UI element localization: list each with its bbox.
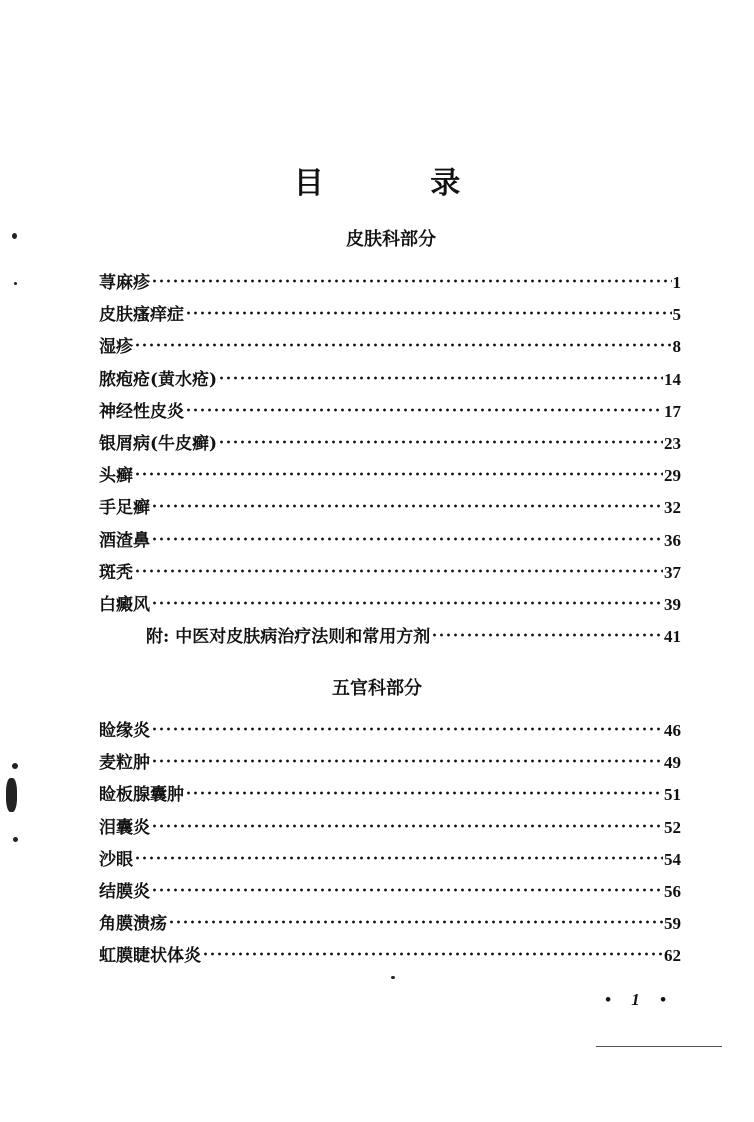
dot-leader — [151, 726, 663, 732]
toc-entry[interactable] — [99, 716, 681, 748]
page-number-footer: • 1 • — [605, 990, 674, 1009]
section-heading-ophthalmology: 五官科部分 — [332, 678, 422, 699]
toc-entry[interactable] — [99, 558, 681, 590]
toc-page-number: 1 — [672, 273, 681, 292]
toc-entry-title: 斑秃 — [99, 562, 133, 583]
toc-page-number: 23 — [664, 433, 681, 453]
scan-speck — [12, 763, 18, 769]
toc-entry[interactable] — [99, 429, 681, 461]
toc-entry[interactable] — [99, 813, 681, 845]
dot-leader — [151, 823, 663, 829]
toc-entry[interactable] — [99, 877, 681, 909]
scan-speck — [391, 976, 395, 979]
scan-speck — [12, 233, 17, 239]
dot-leader — [202, 951, 663, 957]
toc-page-number: 32 — [664, 498, 681, 518]
dot-leader — [151, 600, 663, 606]
toc-entry[interactable] — [99, 780, 681, 812]
toc-page-number: 56 — [664, 881, 681, 901]
toc-entry-appendix[interactable] — [99, 622, 681, 654]
dot-leader — [168, 919, 663, 925]
toc-entry-title: 麦粒肿 — [99, 753, 150, 774]
toc-entry[interactable] — [99, 526, 681, 558]
toc-entry[interactable] — [99, 268, 681, 300]
dot-leader — [151, 503, 663, 509]
toc-entry[interactable] — [99, 748, 681, 780]
toc-entry-title: 神经性皮炎 — [99, 401, 184, 422]
dot-leader — [185, 407, 663, 413]
page-title: 目 录 — [293, 166, 509, 201]
toc-page-number: 54 — [664, 849, 681, 869]
toc-page-number: 36 — [664, 530, 681, 550]
dot-leader — [134, 568, 663, 574]
toc-page-number: 37 — [664, 562, 681, 582]
toc-entry-title: 银屑病(牛皮癣) — [99, 433, 218, 454]
toc-page-number: 46 — [664, 721, 681, 740]
toc-entry[interactable] — [99, 300, 681, 332]
toc-entry[interactable] — [99, 941, 681, 973]
toc-page-number: 14 — [664, 369, 681, 389]
toc-entry-title: 皮肤瘙痒症 — [99, 305, 184, 326]
toc-entry[interactable] — [99, 909, 681, 941]
toc-page-number: 17 — [664, 401, 681, 421]
toc-entry[interactable] — [99, 332, 681, 364]
toc-page-number: 49 — [664, 753, 681, 773]
dot-leader — [151, 758, 663, 764]
dot-leader — [185, 310, 672, 316]
toc-entry-title: 白癜风 — [99, 594, 150, 615]
toc-page-number: 8 — [672, 337, 681, 357]
toc-list-dermatology — [99, 268, 681, 654]
dot-leader — [151, 887, 663, 893]
dot-leader — [431, 632, 663, 638]
toc-entry-title: 附: 中医对皮肤病治疗法则和常用方剂 — [146, 627, 431, 648]
toc-list-ophthalmology — [99, 716, 681, 974]
toc-entry-title: 睑板腺囊肿 — [99, 785, 184, 806]
toc-entry-title: 手足癣 — [99, 498, 150, 519]
toc-entry[interactable] — [99, 845, 681, 877]
toc-page-number: 62 — [664, 946, 681, 966]
scan-speck — [596, 1046, 722, 1047]
toc-entry[interactable] — [99, 493, 681, 525]
toc-entry-title: 虹膜睫状体炎 — [99, 946, 201, 967]
dot-leader — [151, 278, 672, 284]
toc-page-number: 5 — [672, 305, 681, 325]
toc-page-number: 29 — [664, 466, 681, 486]
dot-leader — [185, 790, 663, 796]
toc-entry-title: 沙眼 — [99, 849, 133, 870]
scan-speck — [6, 778, 17, 812]
toc-page-number: 59 — [664, 914, 681, 934]
toc-entry-title: 湿疹 — [99, 337, 133, 358]
toc-entry-title: 结膜炎 — [99, 881, 150, 902]
dot-leader — [218, 375, 663, 381]
toc-page-number: 52 — [664, 817, 681, 837]
scan-speck — [14, 282, 17, 285]
dot-leader — [151, 536, 663, 542]
scan-speck — [13, 837, 18, 842]
dot-leader — [134, 471, 663, 477]
toc-entry-title: 荨麻疹 — [99, 273, 150, 293]
toc-entry-title: 脓疱疮(黄水疮) — [99, 369, 218, 390]
dot-leader — [134, 342, 672, 348]
dot-leader — [218, 439, 663, 445]
dot-leader — [134, 855, 663, 861]
toc-entry[interactable] — [99, 461, 681, 493]
toc-entry[interactable] — [99, 397, 681, 429]
toc-entry-title: 睑缘炎 — [99, 721, 150, 741]
toc-entry-title: 头癣 — [99, 466, 133, 487]
toc-entry-title: 酒渣鼻 — [99, 530, 150, 551]
toc-entry-title: 泪囊炎 — [99, 817, 150, 838]
toc-entry-title: 角膜溃疡 — [99, 914, 167, 935]
section-heading-dermatology: 皮肤科部分 — [346, 229, 436, 250]
toc-entry[interactable] — [99, 365, 681, 397]
toc-entry[interactable] — [99, 590, 681, 622]
toc-page-number: 39 — [664, 594, 681, 614]
toc-page-number: 51 — [664, 785, 681, 805]
toc-page-number: 41 — [664, 627, 681, 647]
